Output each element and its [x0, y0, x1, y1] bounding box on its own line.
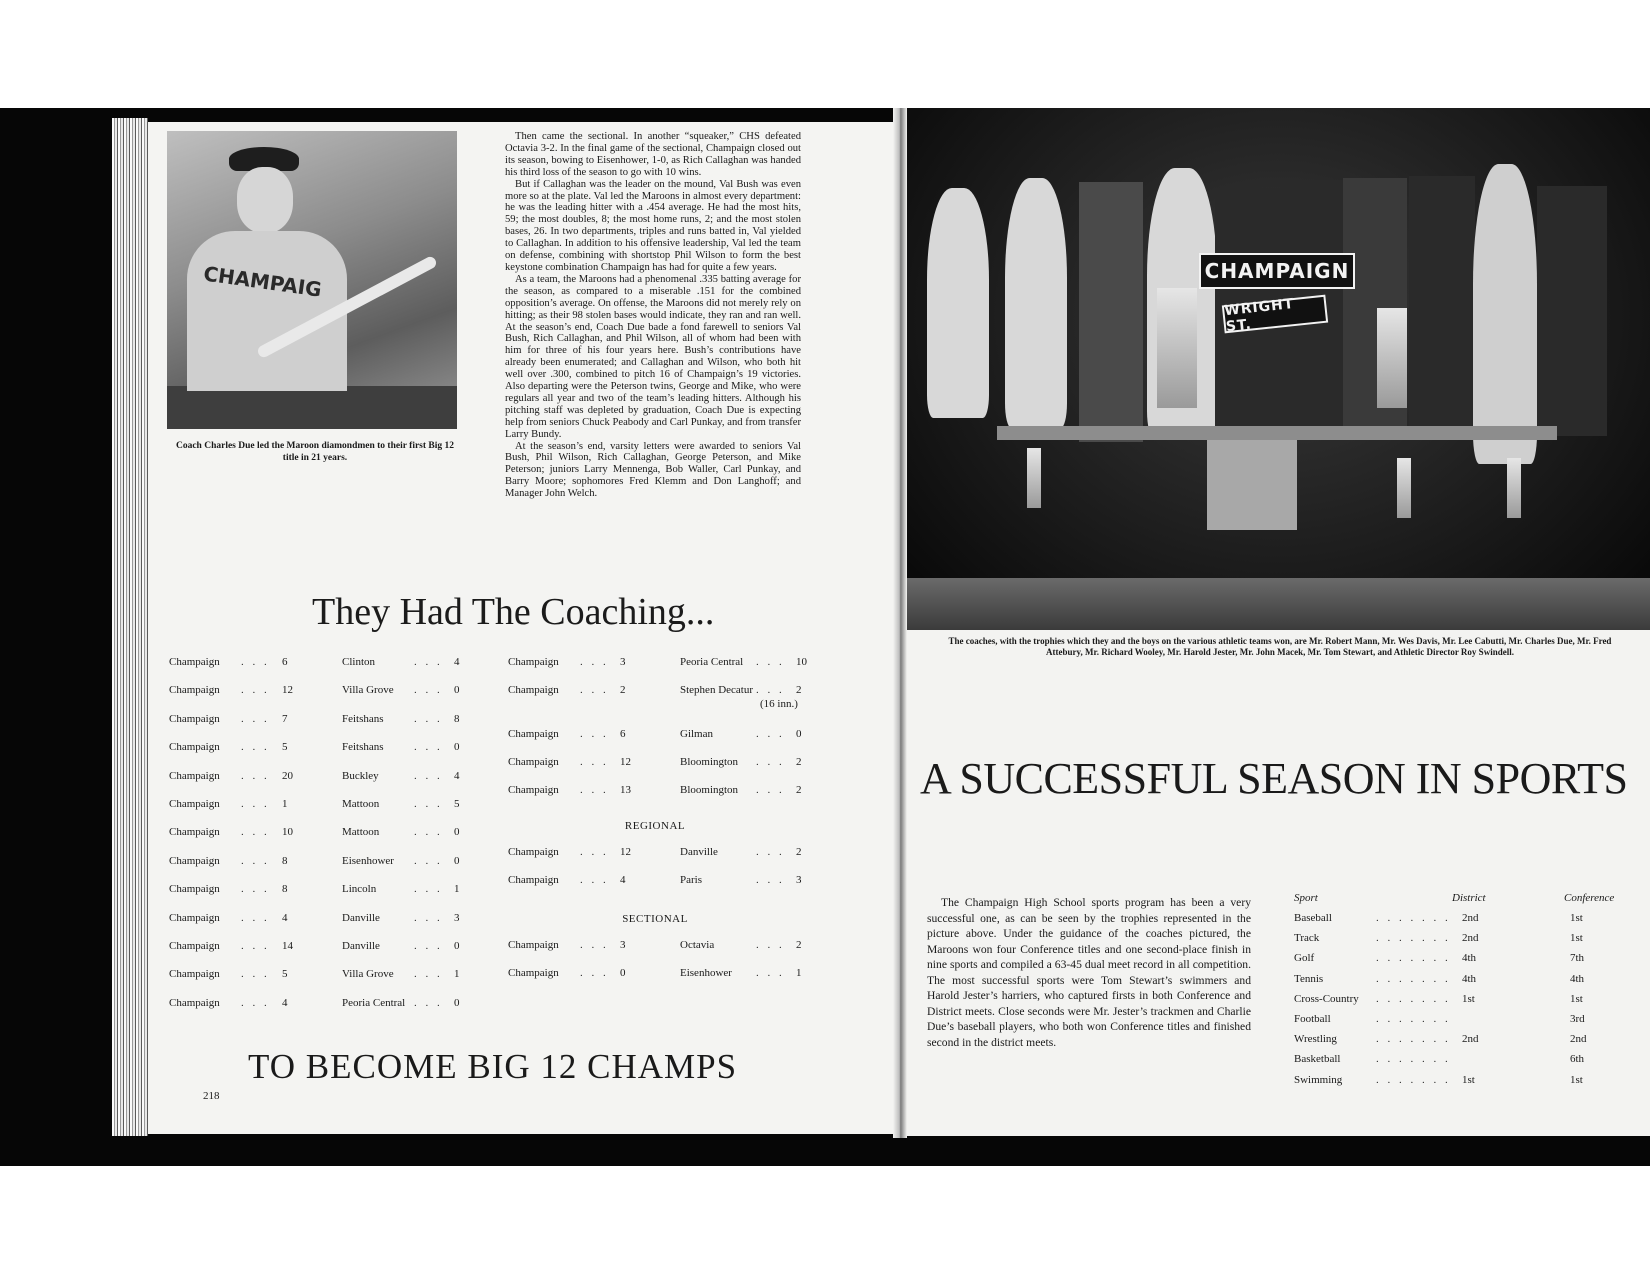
conference-place: 3rd: [1570, 1013, 1585, 1025]
score-team: Champaign: [508, 874, 559, 886]
leader-dots: . . .: [241, 798, 270, 810]
score-opponent-value: 10: [796, 656, 807, 668]
district-place: 4th: [1462, 952, 1477, 965]
coach-photo: [167, 131, 457, 429]
score-team: Champaign: [508, 756, 559, 768]
score-team: Champaign: [169, 854, 220, 867]
score-opponent-value: 2: [796, 756, 802, 768]
trophy: [1507, 458, 1521, 518]
score-row: [508, 727, 818, 741]
leader-dots: . . .: [414, 798, 443, 810]
leader-dots: . . .: [414, 769, 443, 782]
conference-place: 1st: [1570, 912, 1583, 924]
score-row: [169, 967, 469, 981]
leader-dots: . . .: [580, 656, 609, 668]
sports-table-row: [1294, 932, 1583, 946]
coaches-trophies-photo: [907, 108, 1650, 630]
leader-dots: . . .: [414, 656, 443, 668]
score-team: Champaign: [508, 684, 559, 696]
score-row: [508, 938, 818, 952]
district-place: 4th: [1462, 972, 1477, 985]
leader-dots: . . .: [580, 756, 609, 768]
score-row: [169, 740, 469, 754]
leader-dots: . . .: [241, 911, 270, 924]
score-value: 4: [620, 874, 626, 886]
leader-dots: . . .: [241, 996, 270, 1009]
sport-name: Tennis: [1294, 972, 1324, 985]
coach-figure: [927, 188, 989, 418]
score-row: [169, 683, 469, 697]
leader-dots: . . .: [414, 741, 443, 754]
leader-dots: . . .: [580, 967, 609, 979]
score-opponent-value: 2: [796, 939, 802, 951]
trophy: [1397, 458, 1411, 518]
score-opponent-value: 2: [796, 846, 802, 858]
trophy-table: [997, 426, 1557, 440]
sectional-label: SECTIONAL: [622, 913, 688, 925]
trophy: [1157, 288, 1197, 408]
sport-name: Swimming: [1294, 1073, 1343, 1086]
score-opponent-value: 1: [796, 967, 802, 979]
leader-dots: . . . . . . .: [1376, 1053, 1451, 1066]
coach-figure: [1005, 178, 1067, 428]
leader-dots: . . .: [756, 756, 785, 768]
leader-dots: . . .: [756, 939, 785, 951]
score-opponent-value: 1: [454, 883, 460, 896]
coach-figure: [1473, 164, 1537, 464]
score-value: 7: [282, 712, 288, 725]
conference-place: 6th: [1570, 1053, 1585, 1066]
score-value: 0: [620, 967, 626, 979]
score-team: Champaign: [169, 769, 220, 782]
score-value: 14: [282, 940, 293, 952]
coaches-photo-caption: The coaches, with the trophies which they and the boys on the various athletic teams won, are Mr. Robert Mann, Mr. Wes Davis, Mr. Lee Cabutti, Mr. Charles Due, Mr. Fred Attebury, Mr. Richard Wooley, Mr. Harold Jester, Mr. John Macek, Mr. Tom Stewart, and Athletic Director Roy Swindell.: [948, 636, 1612, 657]
score-opponent: Danville: [680, 846, 718, 858]
leader-dots: . . .: [241, 656, 270, 668]
score-team: Champaign: [508, 967, 559, 979]
score-opponent-value: 4: [454, 656, 460, 668]
score-opponent: Bloomington: [680, 784, 739, 796]
leader-dots: . . . . . . .: [1376, 952, 1451, 965]
leader-dots: . . .: [241, 826, 270, 839]
leader-dots: . . .: [580, 728, 609, 740]
sport-name: Baseball: [1294, 912, 1332, 924]
leader-dots: . . .: [414, 854, 443, 867]
leader-dots: . . .: [241, 769, 270, 782]
score-opponent-value: 1: [454, 968, 460, 981]
score-value: 12: [282, 684, 293, 697]
leader-dots: . . .: [414, 826, 443, 839]
score-opponent: Danville: [342, 940, 380, 952]
score-value: 5: [282, 968, 288, 981]
leader-dots: . . .: [580, 684, 609, 696]
leader-dots: . . .: [756, 846, 785, 858]
leader-dots: . . .: [414, 911, 443, 924]
score-value: 10: [282, 826, 293, 839]
score-opponent-value: 5: [454, 798, 460, 810]
article-paragraph: At the season’s end, varsity letters were awarded to seniors Val Bush, Phil Wilson, Rich Callaghan, George Peterson, and Mike Peterson; juniors Larry Mennenga, Bob Waller, Carl Punkay, and Barry Moore; sophomores Fred Klemm and Don Langhoff; and Manager John Welch.: [505, 440, 801, 500]
score-row: [508, 845, 818, 859]
score-row: [508, 966, 818, 980]
district-place: 2nd: [1462, 912, 1479, 924]
sport-name: Golf: [1294, 952, 1315, 965]
score-value: 6: [620, 728, 626, 740]
article-paragraph: As a team, the Maroons had a phenomenal .335 batting average for the season, as compared to a miserable .151 for the combined opposition’s average. On offense, the Maroons did not merely rely on hitting; as their 98 stolen bases would indicate, they ran and ran well. At the season’s end, Coach Due bade a fond farewell to seniors Val Bush, Rich Callaghan, and Phil Wilson, all of whom had been with him for three of his four years here. Bush’s contributions have already been enumerated; and Callaghan and Wilson, who both hit well over .300, combined to pitch 16 of Champaign’s 19 victories. Also departing were the Peterson twins, George and Mike, who were regulars all year and two of the team’s leading hitters. Although his pitching staff was depleted by graduation, Coach Due is expecting help from seniors Chuck Peabody and Carl Punkay, and from transfer Larry Bundy.: [505, 273, 801, 440]
score-opponent-value: 0: [454, 996, 460, 1009]
score-opponent-value: 2: [796, 684, 802, 696]
sport-name: Basketball: [1294, 1053, 1341, 1066]
score-value: 5: [282, 741, 288, 754]
photo-shadow-band: [167, 386, 457, 429]
score-row: [169, 797, 469, 811]
score-team: Champaign: [169, 684, 220, 697]
score-value: 4: [282, 911, 288, 924]
score-opponent: Mattoon: [342, 798, 380, 810]
article-paragraph: But if Callaghan was the leader on the mound, Val Bush was even more so at the plate. Val led the Maroons in almost every department: he was the leading hitter with a .454 average. He had the most hits, 59; the most doubles, 8; the most home runs, 2; and the most stolen bases, 26. In two departments, triples and runs batted in, Val yielded to Callaghan. In addition to his offensive leadership, Val led the team on defense, combining with shortstop Phil Wilson to form the best keystone combination Champaign has had for quite a few years.: [505, 178, 801, 273]
district-place: 2nd: [1462, 932, 1479, 945]
score-opponent: Peoria Central: [680, 656, 744, 668]
score-opponent-value: 0: [454, 826, 460, 839]
score-team: Champaign: [508, 656, 559, 668]
score-row: [169, 712, 469, 726]
score-opponent: Stephen Decatur: [680, 684, 753, 696]
sports-table-row: [1294, 1053, 1585, 1067]
score-value: 1: [282, 798, 288, 810]
score-row: [508, 755, 818, 769]
gym-floor: [907, 578, 1650, 630]
leader-dots: . . .: [241, 684, 270, 697]
score-opponent-value: 8: [454, 712, 460, 725]
sport-name: Football: [1294, 1013, 1331, 1025]
trophy: [1377, 308, 1407, 408]
leader-dots: . . . . . . .: [1376, 1073, 1451, 1086]
trophy: [1027, 448, 1041, 508]
street-sign-champaign: CHAMPAIGN: [1199, 253, 1355, 289]
street-sign-wright-st: WRIGHT ST.: [1222, 295, 1328, 334]
jersey-lettering: CHAMPAIG: [202, 261, 324, 302]
heading-coaching: They Had The Coaching...: [312, 591, 715, 633]
score-row: [508, 873, 818, 887]
score-value: 13: [620, 784, 631, 796]
score-opponent: Villa Grove: [342, 684, 394, 697]
score-note: (16 inn.): [760, 698, 798, 710]
score-opponent: Lincoln: [342, 883, 377, 896]
district-place: 2nd: [1462, 1033, 1479, 1046]
score-row: [169, 939, 469, 953]
conference-place: 2nd: [1570, 1033, 1587, 1046]
leader-dots: . . .: [756, 728, 785, 740]
page-number: 218: [203, 1090, 220, 1102]
score-team: Champaign: [508, 846, 559, 858]
conference-place: 7th: [1570, 952, 1585, 965]
leader-dots: . . .: [580, 784, 609, 796]
sports-table-row: [1294, 952, 1585, 966]
district-place: 1st: [1462, 992, 1475, 1005]
district-place: 1st: [1462, 1073, 1475, 1086]
score-team: Champaign: [169, 968, 220, 981]
score-value: 20: [282, 769, 293, 782]
sports-table-row: [1294, 972, 1585, 987]
score-opponent: Villa Grove: [342, 968, 394, 981]
score-team: Champaign: [169, 883, 220, 896]
conference-place: 1st: [1570, 1073, 1583, 1086]
sports-table-row: [1294, 992, 1583, 1007]
leader-dots: . . .: [756, 874, 785, 886]
coach-photo-caption: Coach Charles Due led the Maroon diamondmen to their first Big 12 title in 21 years.: [175, 441, 455, 463]
leader-dots: . . . . . . .: [1376, 972, 1451, 985]
coach-figure: [1409, 176, 1475, 426]
conference-place: 1st: [1570, 992, 1583, 1005]
sports-table-row: [1294, 1033, 1587, 1047]
score-opponent: Gilman: [680, 728, 713, 740]
score-row: [169, 911, 469, 925]
page-edges: [112, 118, 148, 1136]
score-opponent: Paris: [680, 874, 702, 886]
leader-dots: . . .: [756, 784, 785, 796]
score-row: [169, 996, 469, 1010]
score-opponent-value: 4: [454, 769, 460, 782]
score-opponent: Bloomington: [680, 756, 739, 768]
score-value: 2: [620, 684, 626, 696]
sport-name: Cross-Country: [1294, 992, 1359, 1005]
score-team: Champaign: [169, 798, 220, 810]
score-opponent: Peoria Central: [342, 996, 406, 1009]
sport-column-header: Sport: [1294, 892, 1318, 904]
conference-place: 1st: [1570, 932, 1583, 945]
score-opponent: Eisenhower: [680, 967, 732, 979]
leader-dots: . . .: [241, 741, 270, 754]
coach-jersey: [187, 231, 347, 391]
leader-dots: . . .: [241, 712, 270, 725]
score-row: [169, 769, 469, 783]
leader-dots: . . .: [414, 684, 443, 697]
score-value: 8: [282, 883, 288, 896]
score-opponent: Feitshans: [342, 741, 384, 754]
season-scores-column-1: [169, 655, 469, 1015]
score-team: Champaign: [169, 826, 220, 839]
score-row: [169, 825, 469, 839]
score-team: Champaign: [508, 728, 559, 740]
score-team: Champaign: [508, 939, 559, 951]
score-opponent: Octavia: [680, 939, 715, 951]
sport-name: Wrestling: [1294, 1033, 1337, 1046]
leader-dots: . . .: [756, 656, 785, 668]
book-gutter: [893, 108, 907, 1138]
score-team: Champaign: [508, 784, 559, 796]
coach-figure: [1537, 186, 1607, 436]
score-row: [508, 655, 818, 669]
score-value: 3: [620, 656, 626, 668]
sports-table-row: [1294, 1073, 1583, 1088]
leader-dots: . . .: [241, 854, 270, 867]
coach-figure: [1079, 182, 1143, 442]
article-body: [505, 131, 801, 500]
score-value: 12: [620, 846, 631, 858]
article-paragraph: Then came the sectional. In another “squeaker,” CHS defeated Octavia 3-2. In the final game of the sectional, Champaign closed out its season, bowing to Eisenhower, 1-0, as Rich Callaghan was handed his third loss of the season to go with 10 wins.: [505, 131, 801, 178]
score-opponent-value: 0: [796, 728, 802, 740]
leader-dots: . . .: [414, 968, 443, 981]
score-team: Champaign: [169, 741, 220, 754]
score-opponent-value: 0: [454, 854, 460, 867]
sport-name: Track: [1294, 932, 1320, 945]
sports-table-row: [1294, 912, 1583, 926]
conference-column-header: Conference: [1564, 892, 1615, 904]
leader-dots: . . .: [414, 940, 443, 952]
leader-dots: . . .: [414, 996, 443, 1009]
score-opponent: Buckley: [342, 769, 379, 782]
score-team: Champaign: [169, 656, 220, 668]
score-row: [169, 655, 469, 669]
coach-face: [237, 167, 293, 233]
leader-dots: . . . . . . .: [1376, 912, 1451, 924]
score-value: 8: [282, 854, 288, 867]
heading-successful-season: A SUCCESSFUL SEASON IN SPORTS: [920, 754, 1628, 803]
conference-place: 4th: [1570, 972, 1585, 985]
score-row: [169, 882, 469, 896]
leader-dots: . . . . . . .: [1376, 1033, 1451, 1046]
score-value: 4: [282, 996, 288, 1009]
score-opponent: Clinton: [342, 656, 376, 668]
score-opponent-value: 3: [796, 874, 802, 886]
score-opponent: Danville: [342, 911, 380, 924]
score-row: [508, 683, 818, 710]
leader-dots: . . .: [241, 883, 270, 896]
score-opponent: Eisenhower: [342, 854, 394, 867]
leader-dots: . . .: [580, 939, 609, 951]
score-team: Champaign: [169, 712, 220, 725]
regional-label: REGIONAL: [624, 820, 686, 832]
score-team: Champaign: [169, 911, 220, 924]
score-row: [508, 783, 818, 797]
leader-dots: . . .: [580, 846, 609, 858]
season-summary-paragraph: The Champaign High School sports program has been a very successful one, as can be seen by the trophies represented in the picture above. Under the guidance of the coaches pictured, the Maroons won four Conference titles and one second-place finish in nine sports and compiled a 63-45 dual meet record in all competition. The most successful sports were Tom Stewart’s swimmers and Harold Jester’s harriers, who captured firsts in both Conference and District meets. Close seconds were Mr. Jester’s trackmen and Charlie Due’s baseball players, who both won Conference titles and finished second in the district meets.: [927, 896, 1251, 1049]
score-opponent: Mattoon: [342, 826, 380, 839]
leader-dots: . . . . . . .: [1376, 932, 1451, 945]
score-team: Champaign: [169, 940, 220, 952]
heading-big-12-champs: TO BECOME BIG 12 CHAMPS: [248, 1047, 738, 1086]
score-value: 3: [620, 939, 626, 951]
score-value: 12: [620, 756, 631, 768]
leader-dots: . . .: [414, 883, 443, 896]
score-team: Champaign: [169, 996, 220, 1009]
sports-results-table: [1294, 892, 1644, 1092]
leader-dots: . . . . . . .: [1376, 992, 1451, 1005]
leader-dots: . . . . . . .: [1376, 1013, 1451, 1025]
leader-dots: . . .: [241, 968, 270, 981]
score-opponent: Feitshans: [342, 712, 384, 725]
district-column-header: District: [1452, 892, 1486, 904]
score-opponent-value: 0: [454, 940, 460, 952]
score-value: 6: [282, 656, 288, 668]
leader-dots: . . .: [756, 684, 785, 696]
leader-dots: . . .: [241, 940, 270, 952]
sports-table-row: [1294, 1013, 1585, 1027]
leader-dots: . . .: [756, 967, 785, 979]
score-opponent-value: 3: [454, 911, 460, 924]
trophy-plaque: [1207, 440, 1297, 530]
season-summary: [927, 895, 1251, 1050]
score-row: [169, 854, 469, 868]
score-opponent-value: 0: [454, 741, 460, 754]
score-opponent-value: 0: [454, 684, 460, 697]
leader-dots: . . .: [580, 874, 609, 886]
score-opponent-value: 2: [796, 784, 802, 796]
leader-dots: . . .: [414, 712, 443, 725]
